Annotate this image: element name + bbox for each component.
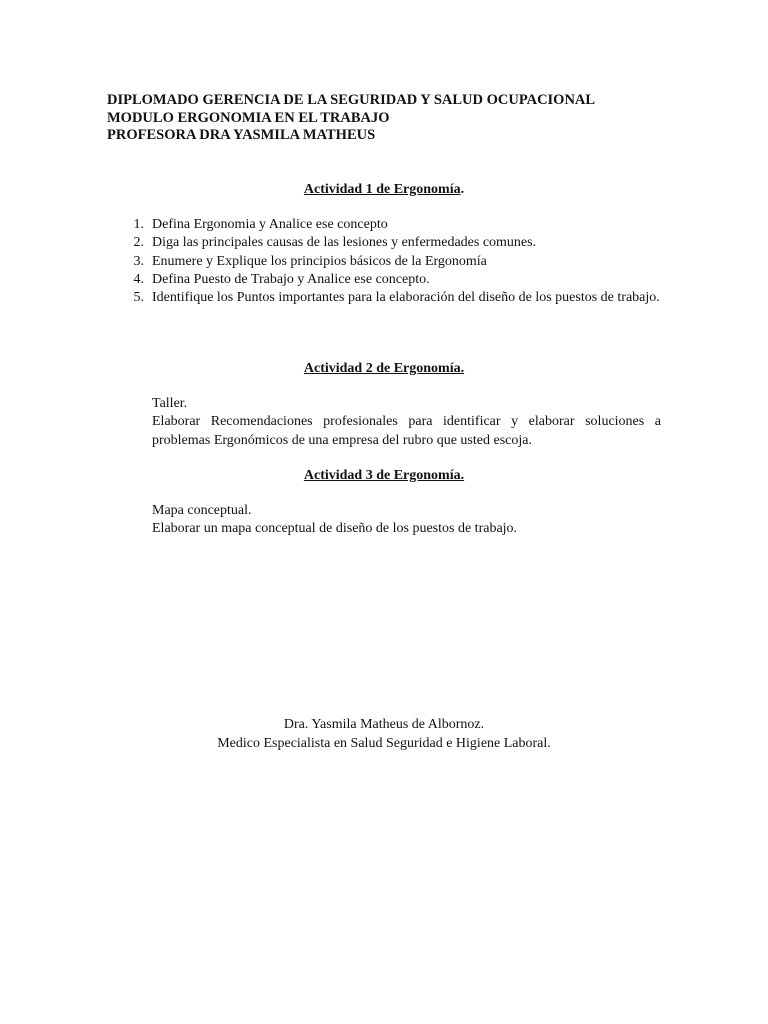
activity1-title-suffix: . bbox=[460, 182, 465, 197]
activity1-title: Actividad 1 de Ergonomía bbox=[303, 182, 461, 197]
list-item-text: Diga las principales causas de las lesiones y enfermedades comunes. bbox=[152, 235, 537, 251]
header-line-profesora: PROFESORA DRA YASMILA MATHEUS bbox=[107, 127, 376, 143]
activity2-heading bbox=[0, 360, 768, 377]
document-header bbox=[107, 92, 595, 145]
signature-role: Medico Especialista en Salud Seguridad e Higiene Laboral. bbox=[217, 735, 551, 751]
list-item-number: 2. bbox=[133, 235, 144, 251]
activity2-label: Taller. bbox=[152, 396, 188, 411]
header-line-modulo: MODULO ERGONOMIA EN EL TRABAJO bbox=[107, 109, 390, 126]
list-item-number: 5. bbox=[133, 290, 144, 306]
activity2-body bbox=[152, 395, 661, 450]
list-item-text: Enumere y Explique los principios básicos de la Ergonomía bbox=[152, 253, 487, 269]
activity3-heading bbox=[0, 467, 768, 484]
header-line-diplomado: DIPLOMADO GERENCIA DE LA SEGURIDAD Y SALUD OCUPACIONAL bbox=[107, 92, 596, 108]
activity3-text: Elaborar un mapa conceptual de diseño de los puestos de trabajo. bbox=[152, 521, 518, 537]
activity3-body bbox=[152, 502, 661, 539]
activity2-text: Elaborar Recomendaciones profesionales para identificar y elaborar soluciones a problemas Ergonómicos de una empresa del rubro que usted escoja. bbox=[152, 414, 661, 448]
activity3-label: Mapa conceptual. bbox=[152, 503, 252, 518]
activity1-list bbox=[110, 216, 662, 307]
list-item-text: Defina Puesto de Trabajo y Analice ese concepto. bbox=[152, 271, 430, 287]
signature-block bbox=[0, 716, 768, 753]
activity2-title: Actividad 2 de Ergonomía. bbox=[303, 361, 465, 376]
list-item bbox=[110, 289, 662, 307]
list-item bbox=[110, 253, 662, 271]
activity3-title: Actividad 3 de Ergonomía. bbox=[303, 468, 465, 483]
list-item-number: 3. bbox=[133, 253, 144, 269]
list-item bbox=[110, 234, 662, 252]
list-item-text: Defina Ergonomia y Analice ese concepto bbox=[152, 217, 388, 232]
list-item-number: 4. bbox=[133, 271, 144, 287]
list-item-text: Identifique los Puntos importantes para la elaboración del diseño de los puestos de trabajo. bbox=[152, 290, 660, 306]
list-item bbox=[110, 216, 662, 234]
signature-name: Dra. Yasmila Matheus de Albornoz. bbox=[283, 717, 485, 732]
activity1-heading bbox=[0, 181, 768, 198]
list-item-number: 1. bbox=[133, 217, 144, 232]
list-item bbox=[110, 271, 662, 289]
